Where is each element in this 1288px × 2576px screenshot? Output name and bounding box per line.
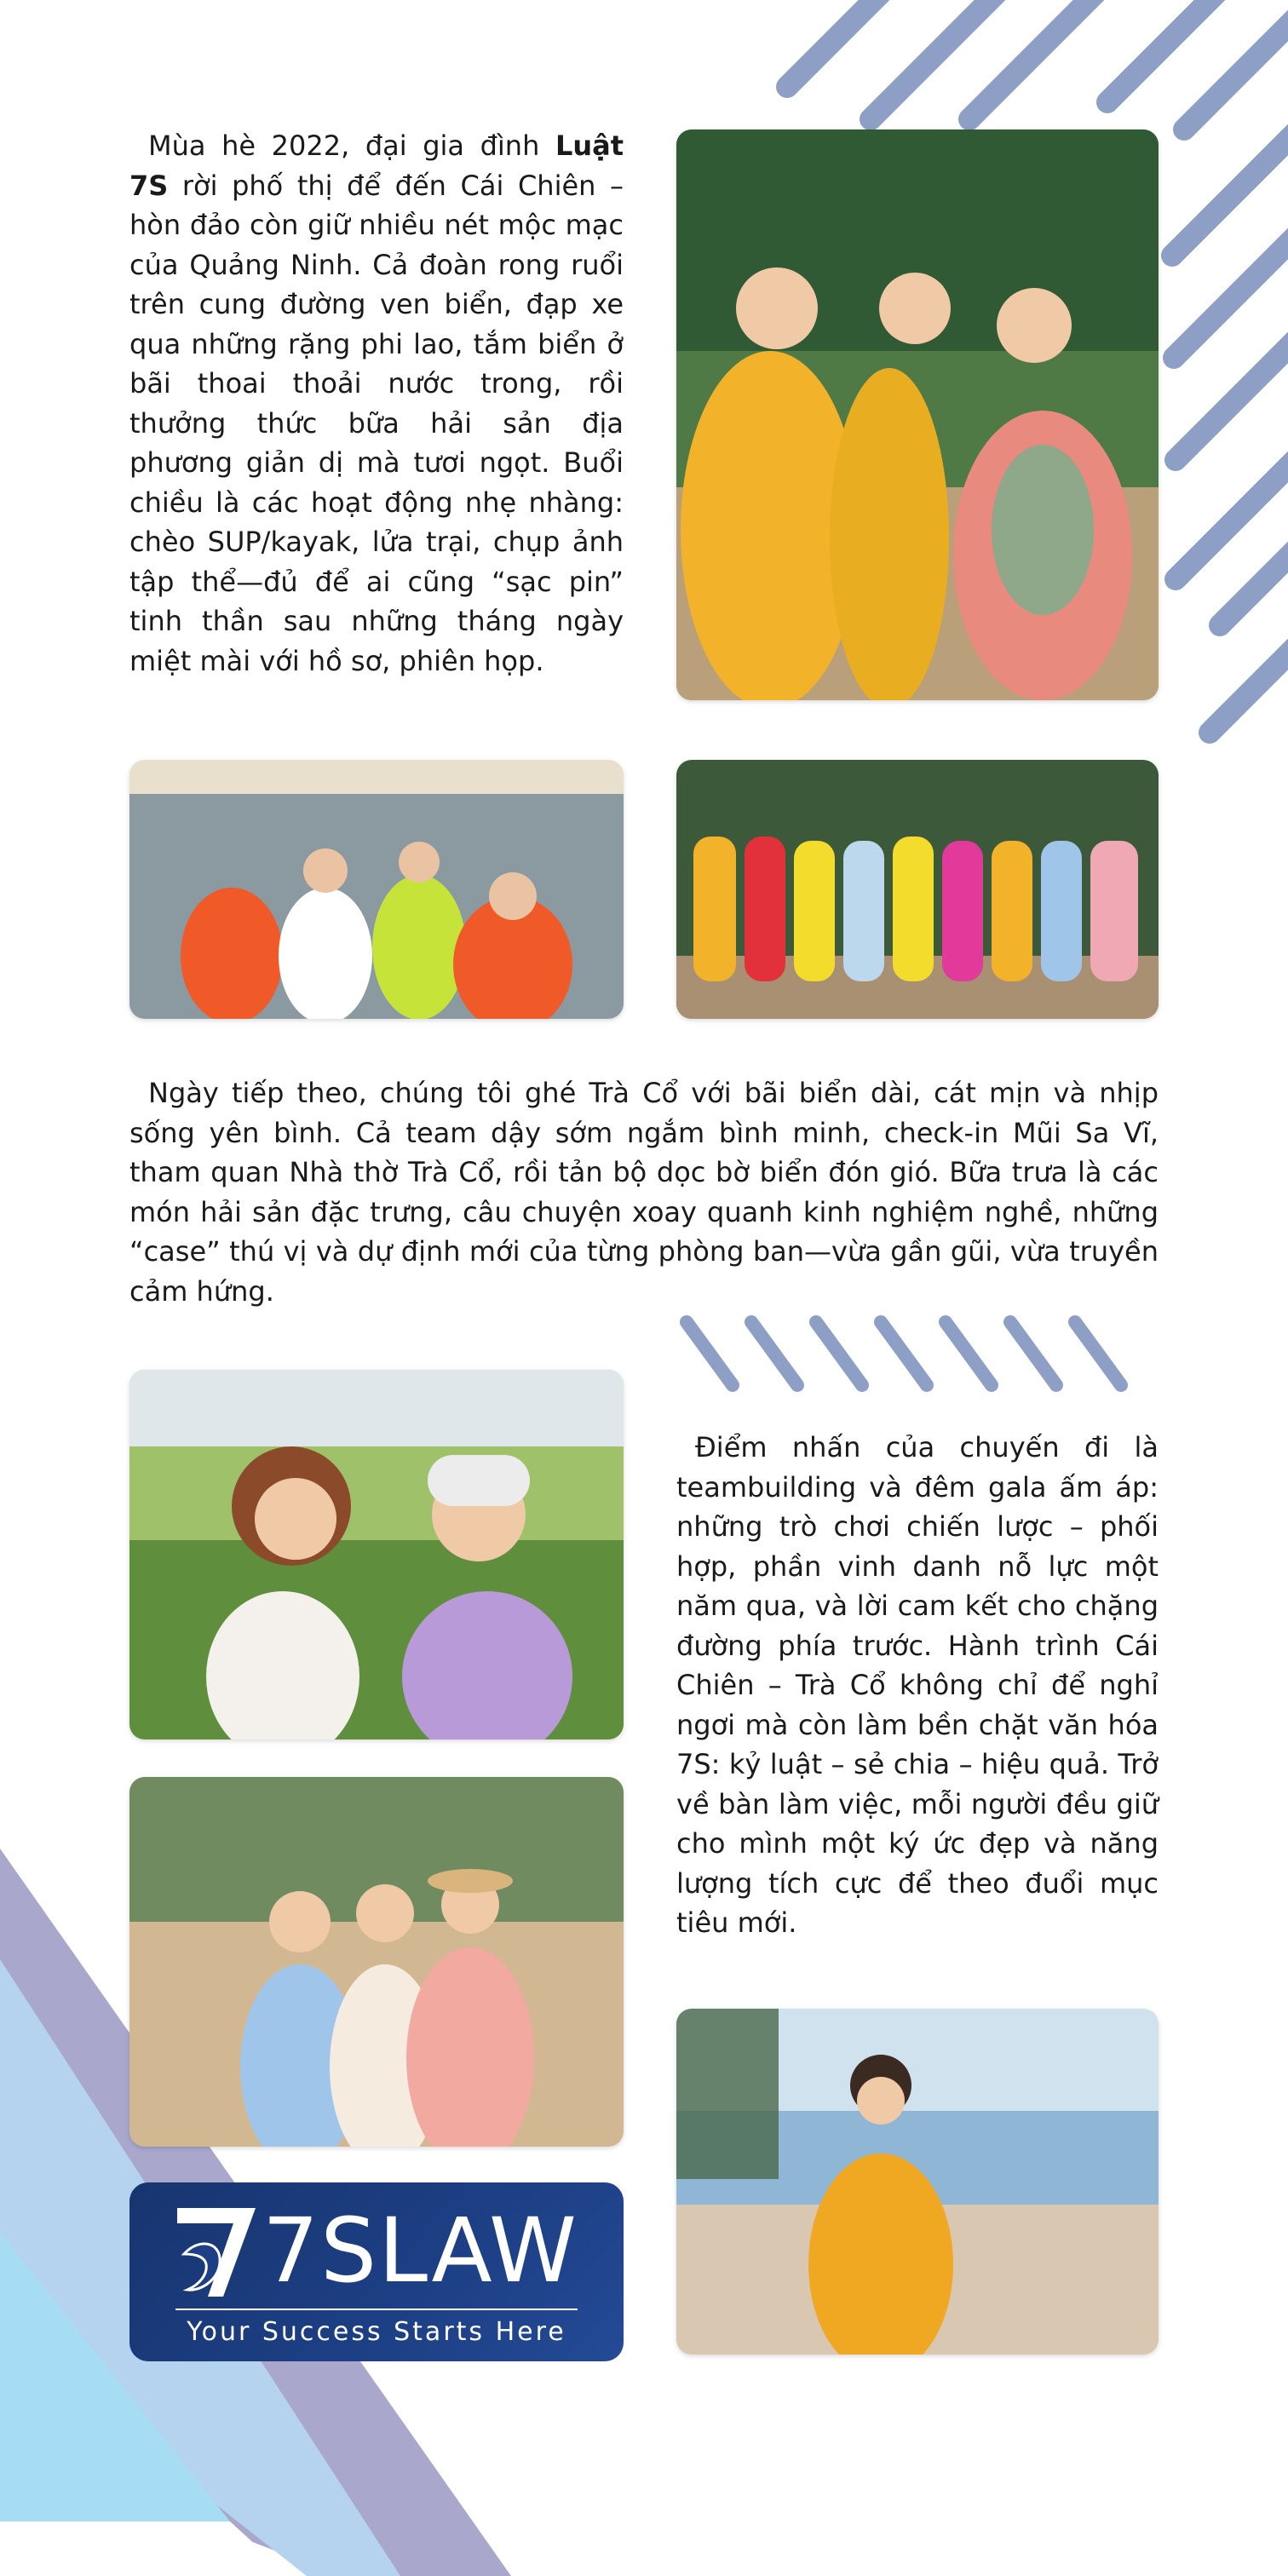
photo-group-boat <box>129 760 624 1019</box>
photo-woman-beach-sea <box>676 2009 1159 2355</box>
photo-three-women-beach <box>676 129 1159 700</box>
logo-wordmark: 7SLAW <box>262 2199 578 2303</box>
intro-text-rest: rời phố thị để đến Cái Chiên – hòn đảo còn giữ nhiều nét mộc mạc của Quảng Ninh. Cả đoàn rong ruổi trên cung đường ven biển, đạp xe qua những rặng phi lao, tắm biển ở bãi thoai thoải nước trong, rồi thưởng thức bữa hải sản địa phương giản dị mà tươi ngọt. Buổi chiều là các hoạt động nhẹ nhàng: chèo SUP/kayak, lửa trại, chụp ảnh tập thể—đủ để ai cũng “sạc pin” tinh thần sau những tháng ngày miệt mài với hồ sơ, phiên họp. <box>129 169 624 677</box>
intro-text-start: Mùa hè 2022, đại gia đình <box>148 129 555 162</box>
intro-paragraph <box>129 126 624 681</box>
mid-right-stripes <box>687 1322 1121 1385</box>
photo-group-dresses <box>676 760 1159 1019</box>
photo-two-women-selfie <box>129 1370 624 1739</box>
highlight-paragraph: Điểm nhấn của chuyến đi là teambuilding và đêm gala ấm áp: những trò chơi chiến lược – phối hợp, phần vinh danh nỗ lực một năm qua, và lời cam kết cho chặng đường phía trước. Hành trình Cái Chiên – Trà Cổ không chỉ để nghỉ ngơi mà còn làm bền chặt văn hóa 7S: kỷ luật – sẻ chia – hiệu quả. Trở về bàn làm việc, mỗi người đều giữ cho mình một ký ức đẹp và năng lượng tích cực để theo đuổi mục tiêu mới. <box>676 1431 1159 1939</box>
logo-divider <box>175 2309 578 2310</box>
company-name-bold: Luật 7S <box>129 129 624 202</box>
logo-tagline: Your Success Starts Here <box>187 2317 566 2347</box>
photo-three-women-sand <box>129 1777 624 2147</box>
logo-seven-icon <box>174 2203 259 2302</box>
company-logo <box>129 2182 624 2361</box>
second-day-paragraph: Ngày tiếp theo, chúng tôi ghé Trà Cổ với bãi biển dài, cát mịn và nhịp sống yên bình. Cả team dậy sớm ngắm bình minh, check-in Mũi Sa Vĩ, tham quan Nhà thờ Trà Cổ, rồi tản bộ dọc bờ biển đón gió. Bữa trưa là các món hải sản đặc trưng, câu chuyện xoay quanh kinh nghiệm nghề, những “case” thú vị và dự định mới của từng phòng ban—vừa gần gũi, vừa truyền cảm hứng. <box>129 1077 1159 1308</box>
